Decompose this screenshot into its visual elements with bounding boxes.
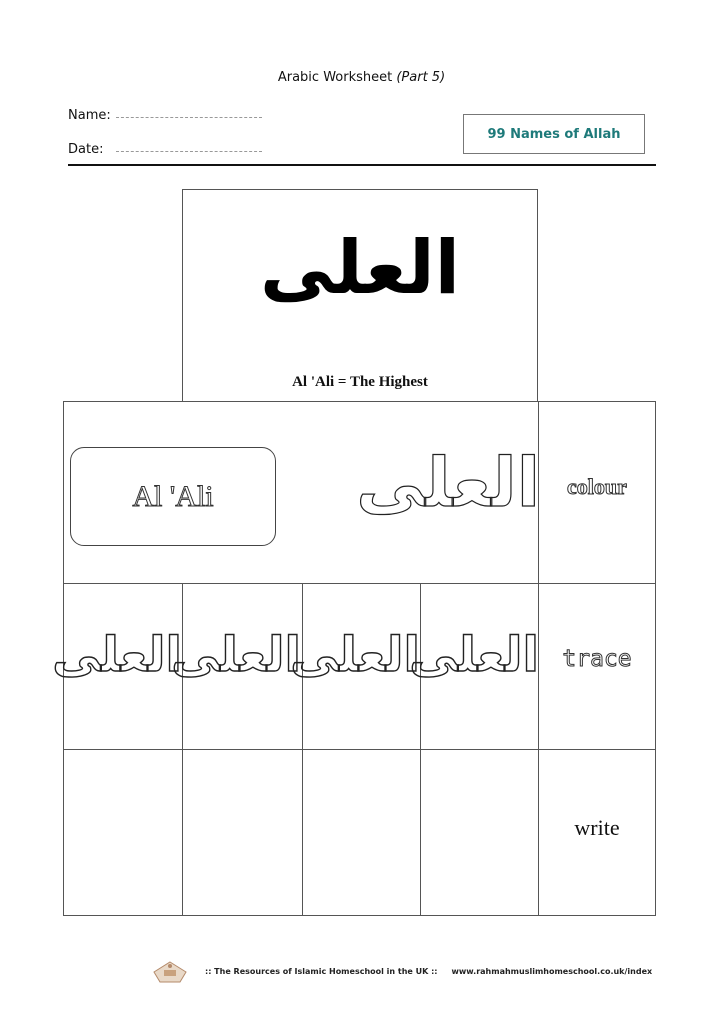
- write-cell-2[interactable]: [183, 750, 301, 915]
- arabic-outline-colouring[interactable]: العلى: [356, 444, 540, 523]
- name-label: Name:: [68, 108, 111, 123]
- write-cell-4[interactable]: [421, 750, 538, 915]
- name-card: [182, 189, 538, 402]
- footer-text: [205, 967, 652, 976]
- practice-grid: [52, 401, 656, 916]
- footer: [150, 960, 670, 984]
- outline-label-text: Al 'Ali: [132, 479, 214, 513]
- colour-instruction: colour: [567, 474, 627, 499]
- name-caption: Al 'Ali = The Highest: [292, 374, 428, 390]
- trace-arabic-4[interactable]: العلى: [409, 627, 539, 683]
- name-line[interactable]: [116, 117, 262, 118]
- trace-arabic-2[interactable]: العلى: [171, 627, 301, 683]
- footer-tagline: :: The Resources of Islamic Homeschool in the UK ::: [205, 967, 438, 976]
- write-cell-3[interactable]: [303, 750, 420, 915]
- write-instruction: write: [574, 815, 620, 840]
- date-label: Date:: [68, 142, 104, 157]
- worksheet-title-part: (Part 5): [396, 70, 446, 85]
- arabic-name-large: العلى: [260, 225, 460, 311]
- homeschool-logo-icon: [150, 960, 190, 984]
- trace-arabic-3[interactable]: العلى: [290, 627, 420, 683]
- outline-label-box[interactable]: [70, 447, 276, 546]
- trace-instruction: trace: [562, 646, 632, 672]
- worksheet-title-main: Arabic Worksheet: [277, 70, 393, 85]
- worksheet-title: [0, 70, 723, 85]
- grid-row-divider: [64, 583, 655, 584]
- header-divider: [68, 164, 656, 166]
- footer-url[interactable]: www.rahmahmuslimhomeschool.co.uk/index: [451, 967, 653, 976]
- names-of-allah-badge: 99 Names of Allah: [463, 114, 645, 154]
- trace-arabic-1[interactable]: العلى: [52, 627, 182, 683]
- date-line[interactable]: [116, 151, 262, 152]
- write-cell-1[interactable]: [64, 750, 182, 915]
